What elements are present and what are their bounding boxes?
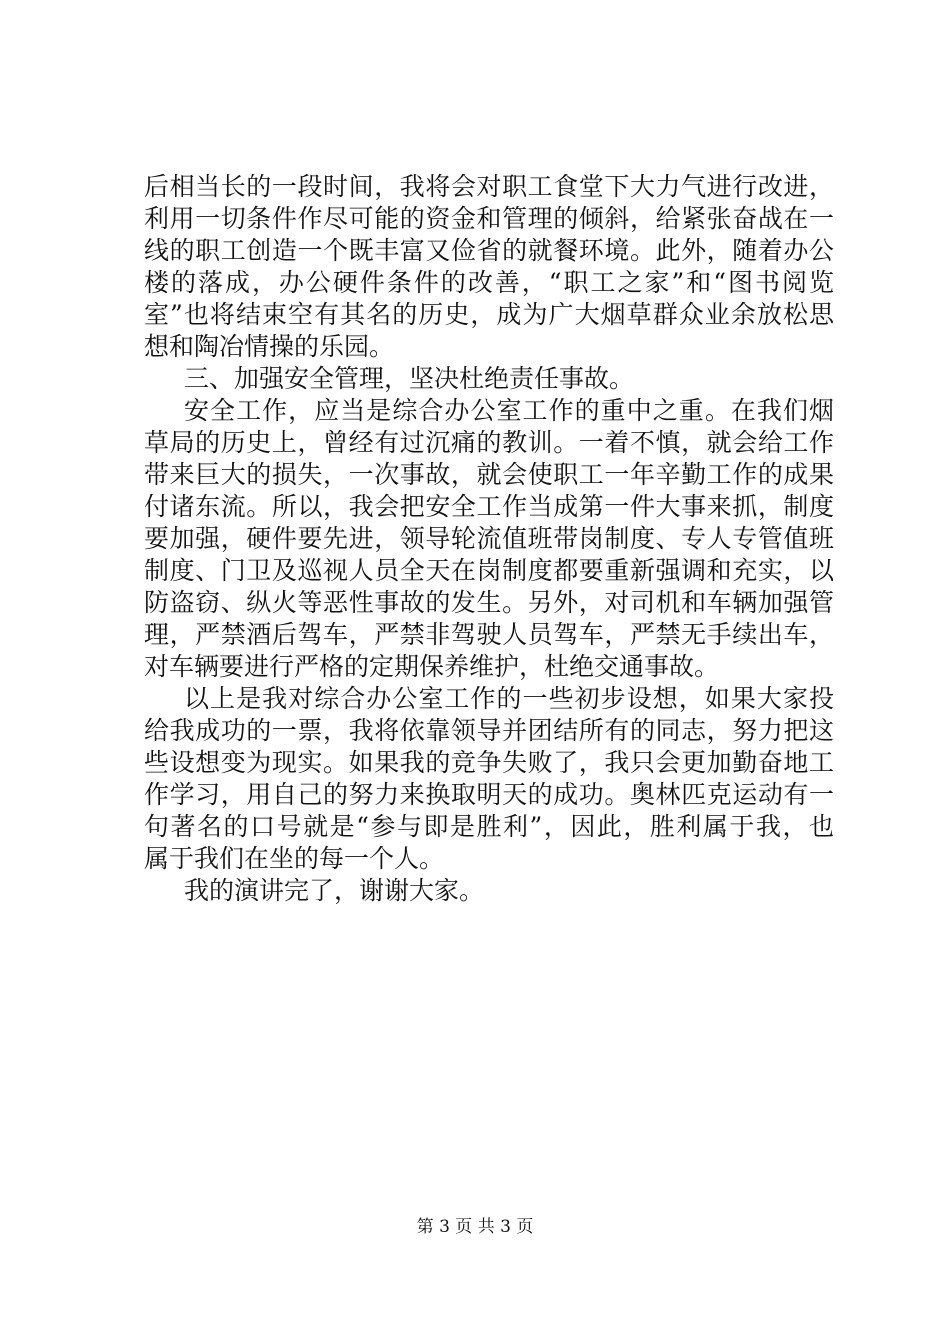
text-line: 室”也将结束空有其名的历史，成为广大烟草群众业余放松思 <box>144 300 834 329</box>
text-line: 对车辆要进行严格的定期保养维护，杜绝交通事故。 <box>144 652 720 681</box>
section-heading: 三、加强安全管理，坚决杜绝责任事故。 <box>184 364 635 393</box>
text-line: 付诸东流。所以，我会把安全工作当成第一件大事来抓，制度 <box>144 492 834 521</box>
text-line: 草局的历史上，曾经有过沉痛的教训。一着不慎，就会给工作 <box>144 428 834 457</box>
text-line: 带来巨大的损失，一次事故，就会使职工一年辛勤工作的成果 <box>144 460 834 489</box>
text-line: 要加强，硬件要先进，领导轮流值班带岗制度、专人专管值班 <box>144 524 834 553</box>
text-line: 制度、门卫及巡视人员全天在岗制度都要重新强调和充实，以 <box>144 556 834 585</box>
text-line: 线的职工创造一个既丰富又俭省的就餐环境。此外，随着办公 <box>144 236 834 265</box>
text-line: 以上是我对综合办公室工作的一些初步设想，如果大家投 <box>184 684 834 713</box>
text-line: 防盗窃、纵火等恶性事故的发生。另外，对司机和车辆加强管 <box>144 588 834 617</box>
text-line: 利用一切条件作尽可能的资金和管理的倾斜，给紧张奋战在一 <box>144 204 834 233</box>
text-line: 后相当长的一段时间，我将会对职工食堂下大力气进行改进， <box>144 172 834 201</box>
text-line: 句著名的口号就是“参与即是胜利”，因此，胜利属于我，也 <box>144 812 834 841</box>
closing-line: 我的演讲完了，谢谢大家。 <box>184 876 485 905</box>
text-line: 安全工作，应当是综合办公室工作的重中之重。在我们烟 <box>184 396 834 425</box>
document-body <box>144 171 834 907</box>
text-line: 些设想变为现实。如果我的竞争失败了，我只会更加勤奋地工 <box>144 748 834 777</box>
text-line: 作学习，用自己的努力来换取明天的成功。奥林匹克运动有一 <box>144 780 834 809</box>
text-line: 想和陶冶情操的乐园。 <box>144 332 395 361</box>
text-line: 理，严禁酒后驾车，严禁非驾驶人员驾车，严禁无手续出车， <box>144 620 834 649</box>
text-line: 楼的落成，办公硬件条件的改善，“职工之家”和“图书阅览 <box>144 268 834 297</box>
page-number-footer: 第 3 页 共 3 页 <box>416 1217 534 1237</box>
text-line: 属于我们在坐的每一个人。 <box>144 844 445 873</box>
text-line: 给我成功的一票，我将依靠领导并团结所有的同志，努力把这 <box>144 716 834 745</box>
